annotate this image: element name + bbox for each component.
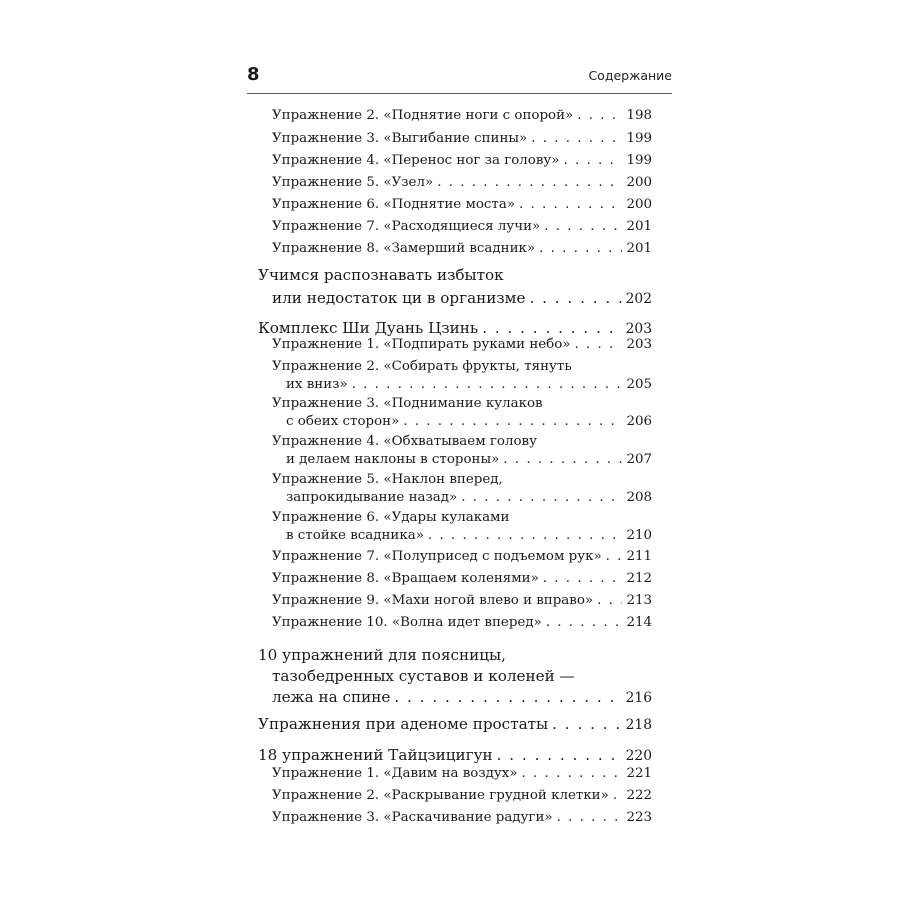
toc-entry-title: Упражнение 2. «Раскрывание грудной клетки»: [272, 788, 609, 803]
toc-page-number: 199: [626, 153, 652, 168]
toc-section-title-cont: лежа на спине: [272, 688, 391, 706]
toc-entry-title: Упражнение 9. «Махи ногой влево и вправо»: [272, 593, 594, 608]
leader-dots: [563, 151, 622, 171]
toc-entry-title-cont: с обеих сторон»: [286, 414, 400, 429]
toc-entry-title: Упражнение 5. «Наклон вперед,: [272, 472, 503, 487]
leader-dots: [403, 412, 622, 432]
leader-dots: [529, 287, 621, 309]
toc-page-number: 222: [626, 788, 652, 803]
leader-dots: [519, 195, 622, 215]
toc-entry-title-cont: и делаем наклоны в стороны»: [286, 452, 500, 467]
toc-page-number: 206: [626, 414, 652, 429]
toc-entry-title: Упражнение 2. «Собирать фрукты, тянуть: [272, 359, 572, 374]
toc-entry-title: Упражнение 3. «Выгибание спины»: [272, 131, 528, 146]
toc-entry-title: Упражнение 3. «Раскачивание радуги»: [272, 810, 553, 825]
toc-page-number: 216: [625, 690, 652, 706]
toc-entry-title-cont: в стойке всадника»: [286, 528, 424, 543]
toc-entry-title: Упражнение 7. «Расходящиеся лучи»: [272, 219, 541, 234]
leader-dots: [543, 569, 623, 589]
toc-page-number: 211: [626, 549, 652, 564]
toc-entry-title: Упражнение 5. «Узел»: [272, 175, 434, 190]
page-number: 8: [247, 64, 260, 85]
toc-entry-title: Упражнение 8. «Вращаем коленями»: [272, 571, 539, 586]
toc-entry-title: Упражнение 10. «Волна идет вперед»: [272, 615, 542, 630]
toc-page-number: 200: [626, 175, 652, 190]
toc-entry-title: Упражнение 3. «Поднимание кулаков: [272, 396, 543, 411]
toc-page-number: 207: [626, 452, 652, 467]
leader-dots: [546, 613, 623, 633]
leader-dots: [552, 713, 622, 735]
running-head: Содержание: [588, 68, 672, 83]
toc-entry-title: Упражнение 8. «Замерший всадник»: [272, 241, 536, 256]
leader-dots: [539, 239, 622, 259]
toc-section-title: 10 упражнений для поясницы,: [258, 646, 506, 664]
toc-entry-title: Упражнение 6. «Удары кулаками: [272, 510, 510, 525]
toc-page-number: 221: [626, 766, 652, 781]
toc-section-title: 18 упражнений Тайцзицигун: [258, 746, 493, 764]
toc-page-number: 200: [626, 197, 652, 212]
leader-dots: [352, 375, 623, 395]
leader-dots: [394, 686, 621, 708]
toc-page-number: 203: [626, 337, 652, 352]
leader-dots: [606, 547, 623, 567]
leader-dots: [557, 808, 623, 828]
leader-dots: [503, 450, 622, 470]
toc-page-number: 201: [626, 241, 652, 256]
toc-page-number: 212: [626, 571, 652, 586]
leader-dots: [497, 744, 622, 766]
toc-page-number: 198: [626, 108, 652, 123]
leader-dots: [597, 591, 622, 611]
toc-page-number: 214: [626, 615, 652, 630]
toc-entry-title-cont: запрокидывание назад»: [286, 490, 458, 505]
toc-entry-title: Упражнение 4. «Перенос ног за голову»: [272, 153, 560, 168]
leader-dots: [531, 129, 622, 149]
toc-page-number: 223: [626, 810, 652, 825]
toc-entry-title: Упражнение 1. «Давим на воздух»: [272, 766, 518, 781]
toc-section-title-cont: тазобедренных суставов и коленей —: [272, 667, 575, 685]
toc-page-number: 205: [626, 377, 652, 392]
toc-entry-title-cont: их вниз»: [286, 377, 348, 392]
toc-entry-title: Упражнение 2. «Поднятие ноги с опорой»: [272, 108, 574, 123]
toc-page-number: 218: [625, 717, 652, 733]
leader-dots: [575, 335, 623, 355]
toc-section-title: Учимся распознавать избыток: [258, 266, 504, 284]
toc-entry-title: Упражнение 1. «Подпирать руками небо»: [272, 337, 571, 352]
leader-dots: [461, 488, 622, 508]
toc-entry-title: Упражнение 6. «Поднятие моста»: [272, 197, 516, 212]
leader-dots: [613, 786, 623, 806]
toc-page-number: 210: [626, 528, 652, 543]
leader-dots: [428, 526, 623, 546]
toc-page-number: 199: [626, 131, 652, 146]
toc-section-title: Упражнения при аденоме простаты: [258, 715, 549, 733]
toc-section-title-cont: или недостаток ци в организме: [272, 289, 526, 307]
toc-page-number: 208: [626, 490, 652, 505]
toc-page-number: 201: [626, 219, 652, 234]
toc-page-number: 220: [625, 748, 652, 764]
toc-page-number: 213: [626, 593, 652, 608]
toc-page-number: 203: [625, 321, 652, 337]
leader-dots: [522, 764, 623, 784]
toc-section-title: Комплекс Ши Дуань Цзинь: [258, 319, 479, 337]
toc-page-number: 202: [625, 291, 652, 307]
toc-entry-title: Упражнение 4. «Обхватываем голову: [272, 434, 537, 449]
leader-dots: [437, 173, 622, 193]
leader-dots: [544, 217, 622, 237]
leader-dots: [577, 106, 622, 126]
toc-entry-title: Упражнение 7. «Полуприсед с подъемом рук»: [272, 549, 602, 564]
